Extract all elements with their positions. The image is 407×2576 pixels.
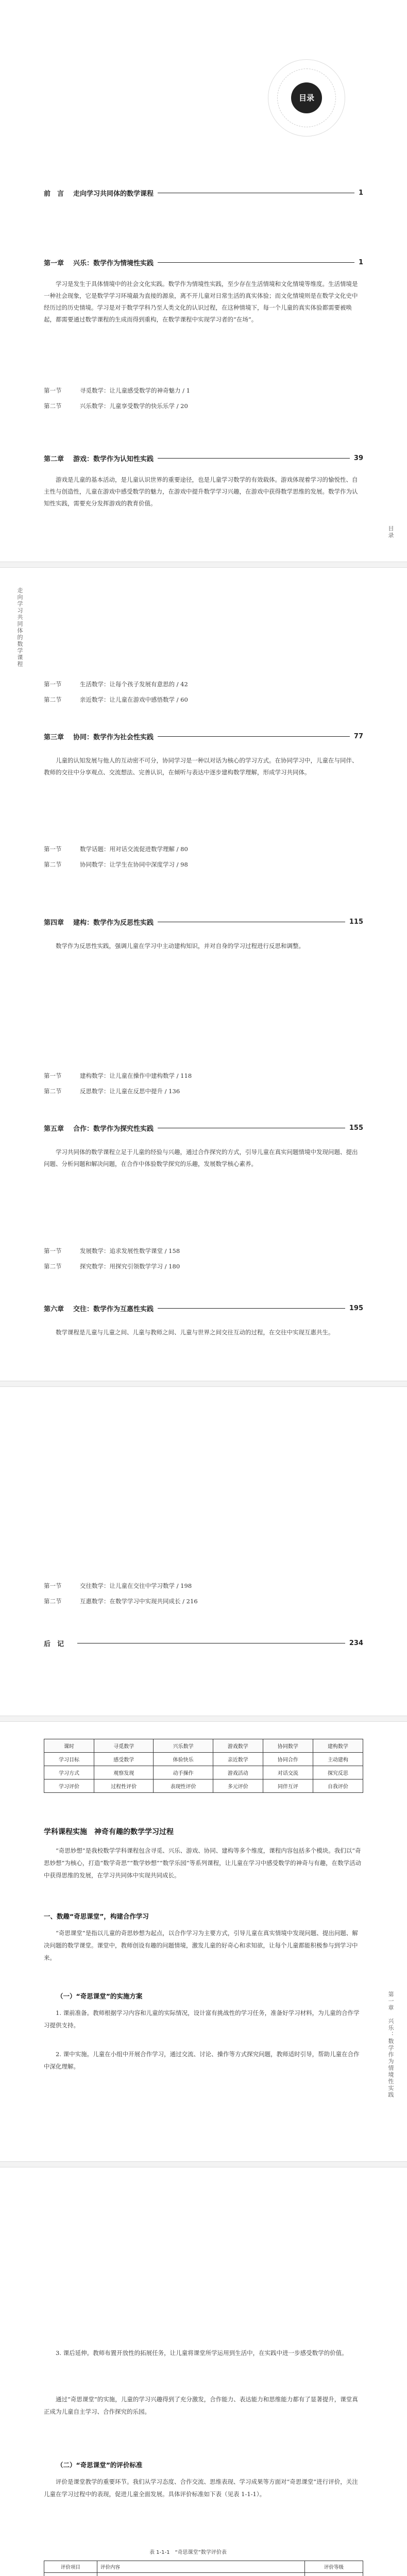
page-gap bbox=[0, 2161, 407, 2167]
toc-sub-ch2-2[interactable]: 第二节 亲近数学：让儿童在游戏中感悟数学 / 60 bbox=[44, 696, 188, 703]
table-header-row: 课时 寻觅数学 兴乐数学 游戏数学 协同数学 建构数学 bbox=[44, 1739, 363, 1753]
page-gap bbox=[0, 562, 407, 568]
table-row: 学习目标 感受数学 体验快乐 亲近数学 协同合作 主动建构 bbox=[44, 1753, 363, 1766]
course-overview-table bbox=[44, 1739, 363, 1793]
table-row: 学习评价 过程性评价 表现性评价 多元评价 同伴互评 自我评价 bbox=[44, 1780, 363, 1793]
toc-summary-ch2: 游戏是儿童的基本活动，是儿童认识世界的重要途径，也是儿童学习数学的有效载体。游戏体现着学习的愉悦性、自主性与创造性，儿童在游戏中感受数学的魅力，在游戏中提升数学学习兴趣，在游戏中获得数学思维的发展。数学作为认知性实践，需要充分发挥游戏的教育价值。 bbox=[44, 476, 358, 507]
toc-entry-ch5[interactable]: 第五章 合作：数学作为探究性实践 155 bbox=[44, 1124, 363, 1133]
toc-entry-ch1[interactable]: 第一章 兴乐：数学作为情境性实践 1 bbox=[44, 259, 363, 267]
toc-entry-ch2[interactable]: 第二章 游戏：数学作为认知性实践 39 bbox=[44, 454, 363, 463]
paragraph-1: “奇思课堂”是指以儿童的奇思妙想为起点，以合作学习为主要方式，引导儿童在真实情境中发现问题、提出问题、解决问题的数学课堂。课堂中，教师创设有趣的问题情境，激发儿童的好奇心和求知欲，让每个儿童都能积极参与到学习中来。 bbox=[44, 1929, 358, 1961]
toc-sub-ch6-1[interactable]: 第一节 交往数学：让儿童在交往中学习数学 / 198 bbox=[44, 1582, 192, 1589]
toc-sub-ch3-1[interactable]: 第一节 数学话题：用对话交流促进数学理解 / 80 bbox=[44, 845, 188, 853]
toc-sub-ch4-2[interactable]: 第二节 反思数学：让儿童在反思中提升 / 136 bbox=[44, 1088, 180, 1095]
toc-sub-ch3-2[interactable]: 第二节 协同数学：让学生在协同中深度学习 / 98 bbox=[44, 861, 188, 868]
toc-sub-ch1-1[interactable]: 第一节 寻觅数学：让儿童感受数学的神奇魅力 / 1 bbox=[44, 387, 191, 394]
toc-sub-ch2-1[interactable]: 第一节 生活数学：让每个孩子发展有意思的 / 42 bbox=[44, 681, 188, 688]
table-row bbox=[44, 2573, 363, 2576]
toc-badge bbox=[268, 59, 345, 137]
paragraph-6: 评价是课堂教学的重要环节。我们从学习态度、合作交流、思维表现、学习成果等方面对“奇思课堂”进行评价，关注儿童在学习过程中的表现，促进儿童全面发展。具体评价标准如下表（见表 1-1-1）。 bbox=[44, 2478, 358, 2498]
evaluation-table bbox=[44, 2561, 363, 2576]
toc-summary-ch1: 学习是发生于具体情境中的社会文化实践。数学作为情境性实践，至少存在生活情境和文化情境等维度。生活情境是一种社会现象，它是数学学习环境最为直接的源泉，离不开儿童对日常生活的真实体验；而文化情境则是在数学文化史中经历过的历史情境。学习是对于数学学科乃至人类文化的认识过程，在这种情境下，每一个儿童的真实体验都需要被唤起，都需要通过数学课程的生成而得到重构，在数学课程中实现学习者的“在场”。 bbox=[44, 280, 358, 323]
eval-header-row: 评价项目 评价内容 评价等级 bbox=[44, 2561, 363, 2573]
heading-2: （一）“奇思课堂”的实施方案 bbox=[57, 1992, 143, 2000]
toc-summary-ch4: 数学作为反思性实践，强调儿童在学习中主动建构知识，并对自身的学习过程进行反思和调整。 bbox=[56, 942, 304, 950]
toc-entry-preface[interactable]: 前 言 走向学习共同体的数学课程 1 bbox=[44, 189, 363, 198]
eval-table-caption: 表 1-1-1 “奇思课堂”数学评价表 bbox=[149, 2550, 227, 2555]
toc-summary-ch3: 儿童的认知发展与他人的互动密不可分，协同学习是一种以对话为核心的学习方式。在协同学习中，儿童在与同伴、教师的交往中分享观点、交流想法、完善认识，在倾听与表达中逐步建构数学理解，形成学习共同体。 bbox=[44, 757, 358, 776]
sidetab-left: 走向学习共同体的数学课程 bbox=[16, 587, 23, 668]
content-page bbox=[0, 1723, 407, 2576]
toc-sub-ch5-2[interactable]: 第二节 探究数学：用探究引领数学学习 / 180 bbox=[44, 1263, 180, 1270]
table-row: 学习方式 观察发现 动手操作 游戏活动 对话交流 探究反思 bbox=[44, 1766, 363, 1780]
page-gap bbox=[0, 1381, 407, 1387]
toc-sub-ch4-1[interactable]: 第一节 建构数学：让儿童在操作中建构数学 / 118 bbox=[44, 1072, 192, 1079]
toc-summary-ch6: 数学课程是儿童与儿童之间、儿童与教师之间、儿童与世界之间交往互动的过程，在交往中实现互惠共生。 bbox=[56, 1329, 334, 1336]
toc-entry-ch6[interactable]: 第六章 交往：数学作为互惠性实践 195 bbox=[44, 1304, 363, 1313]
paragraph-2: 1. 课前准备。教师根据学习内容和儿童的实际情况，设计富有挑战性的学习任务，准备好学习材料，为儿童的合作学习提供支持。 bbox=[44, 2009, 360, 2029]
heading-1: 一、数趣“奇思课堂”，构建合作学习 bbox=[44, 1912, 149, 1920]
sidetab-chapter: 第一章 兴乐：数学作为情境性实践 bbox=[387, 1991, 394, 2098]
toc-summary-ch5: 学习共同体的数学课程立足于儿童的经验与兴趣，通过合作探究的方式，引导儿童在真实问题情境中发现问题、提出问题、分析问题和解决问题，在合作中体验数学探究的乐趣，发展数学核心素养。 bbox=[44, 1148, 358, 1167]
toc-entry-afterword[interactable]: 后 记 234 bbox=[44, 1639, 363, 1648]
toc-entry-ch4[interactable]: 第四章 建构：数学作为反思性实践 115 bbox=[44, 918, 363, 927]
intro-paragraph: “奇思妙想”是我校数学学科课程包含寻觅、兴乐、游戏、协同、建构等多个维度，课程内容包括多个模块。我们以“奇思妙想”为核心，打造“数学奇思”“数学妙想”“数学乐园”等系列课程，让儿童在学习中感受数学的神奇与有趣，在数学活动中获得思维的发展，在学习共同体中实现共同成长。 bbox=[44, 1847, 362, 1879]
paragraph-3: 2. 课中实施。儿童在小组中开展合作学习，通过交流、讨论、操作等方式探究问题，教师适时引导，帮助儿童在合作中深化理解。 bbox=[44, 2050, 360, 2070]
toc-entry-ch3[interactable]: 第三章 协同：数学作为社会性实践 77 bbox=[44, 733, 363, 741]
sidetab-right: 目录 bbox=[387, 526, 394, 539]
toc-sub-ch1-2[interactable]: 第二节 兴乐数学：儿童享受数学的快乐乐学 / 20 bbox=[44, 402, 188, 410]
page-gap bbox=[0, 1716, 407, 1722]
star-rating[interactable] bbox=[305, 2573, 363, 2576]
toc-sub-ch6-2[interactable]: 第二节 互惠数学：在数学学习中实现共同成长 / 216 bbox=[44, 1598, 198, 1605]
toc-sub-ch5-1[interactable]: 第一节 发展数学：追求发展性数学课堂 / 158 bbox=[44, 1247, 180, 1255]
heading-3: （二）“奇思课堂”的评价标准 bbox=[57, 2461, 143, 2469]
section-title: 学科课程实施 神奇有趣的数学学习过程 bbox=[44, 1828, 174, 1836]
paragraph-5: 通过“奇思课堂”的实施，儿童的学习兴趣得到了充分激发，合作能力、表达能力和思维能力都有了显著提升，课堂真正成为儿童自主学习、合作探究的乐园。 bbox=[44, 2396, 358, 2415]
paragraph-4: 3. 课后延伸。教师布置开放性的拓展任务，让儿童将课堂所学运用到生活中，在实践中进一步感受数学的价值。 bbox=[56, 2349, 348, 2357]
toc-badge-label: 目录 bbox=[291, 82, 322, 113]
